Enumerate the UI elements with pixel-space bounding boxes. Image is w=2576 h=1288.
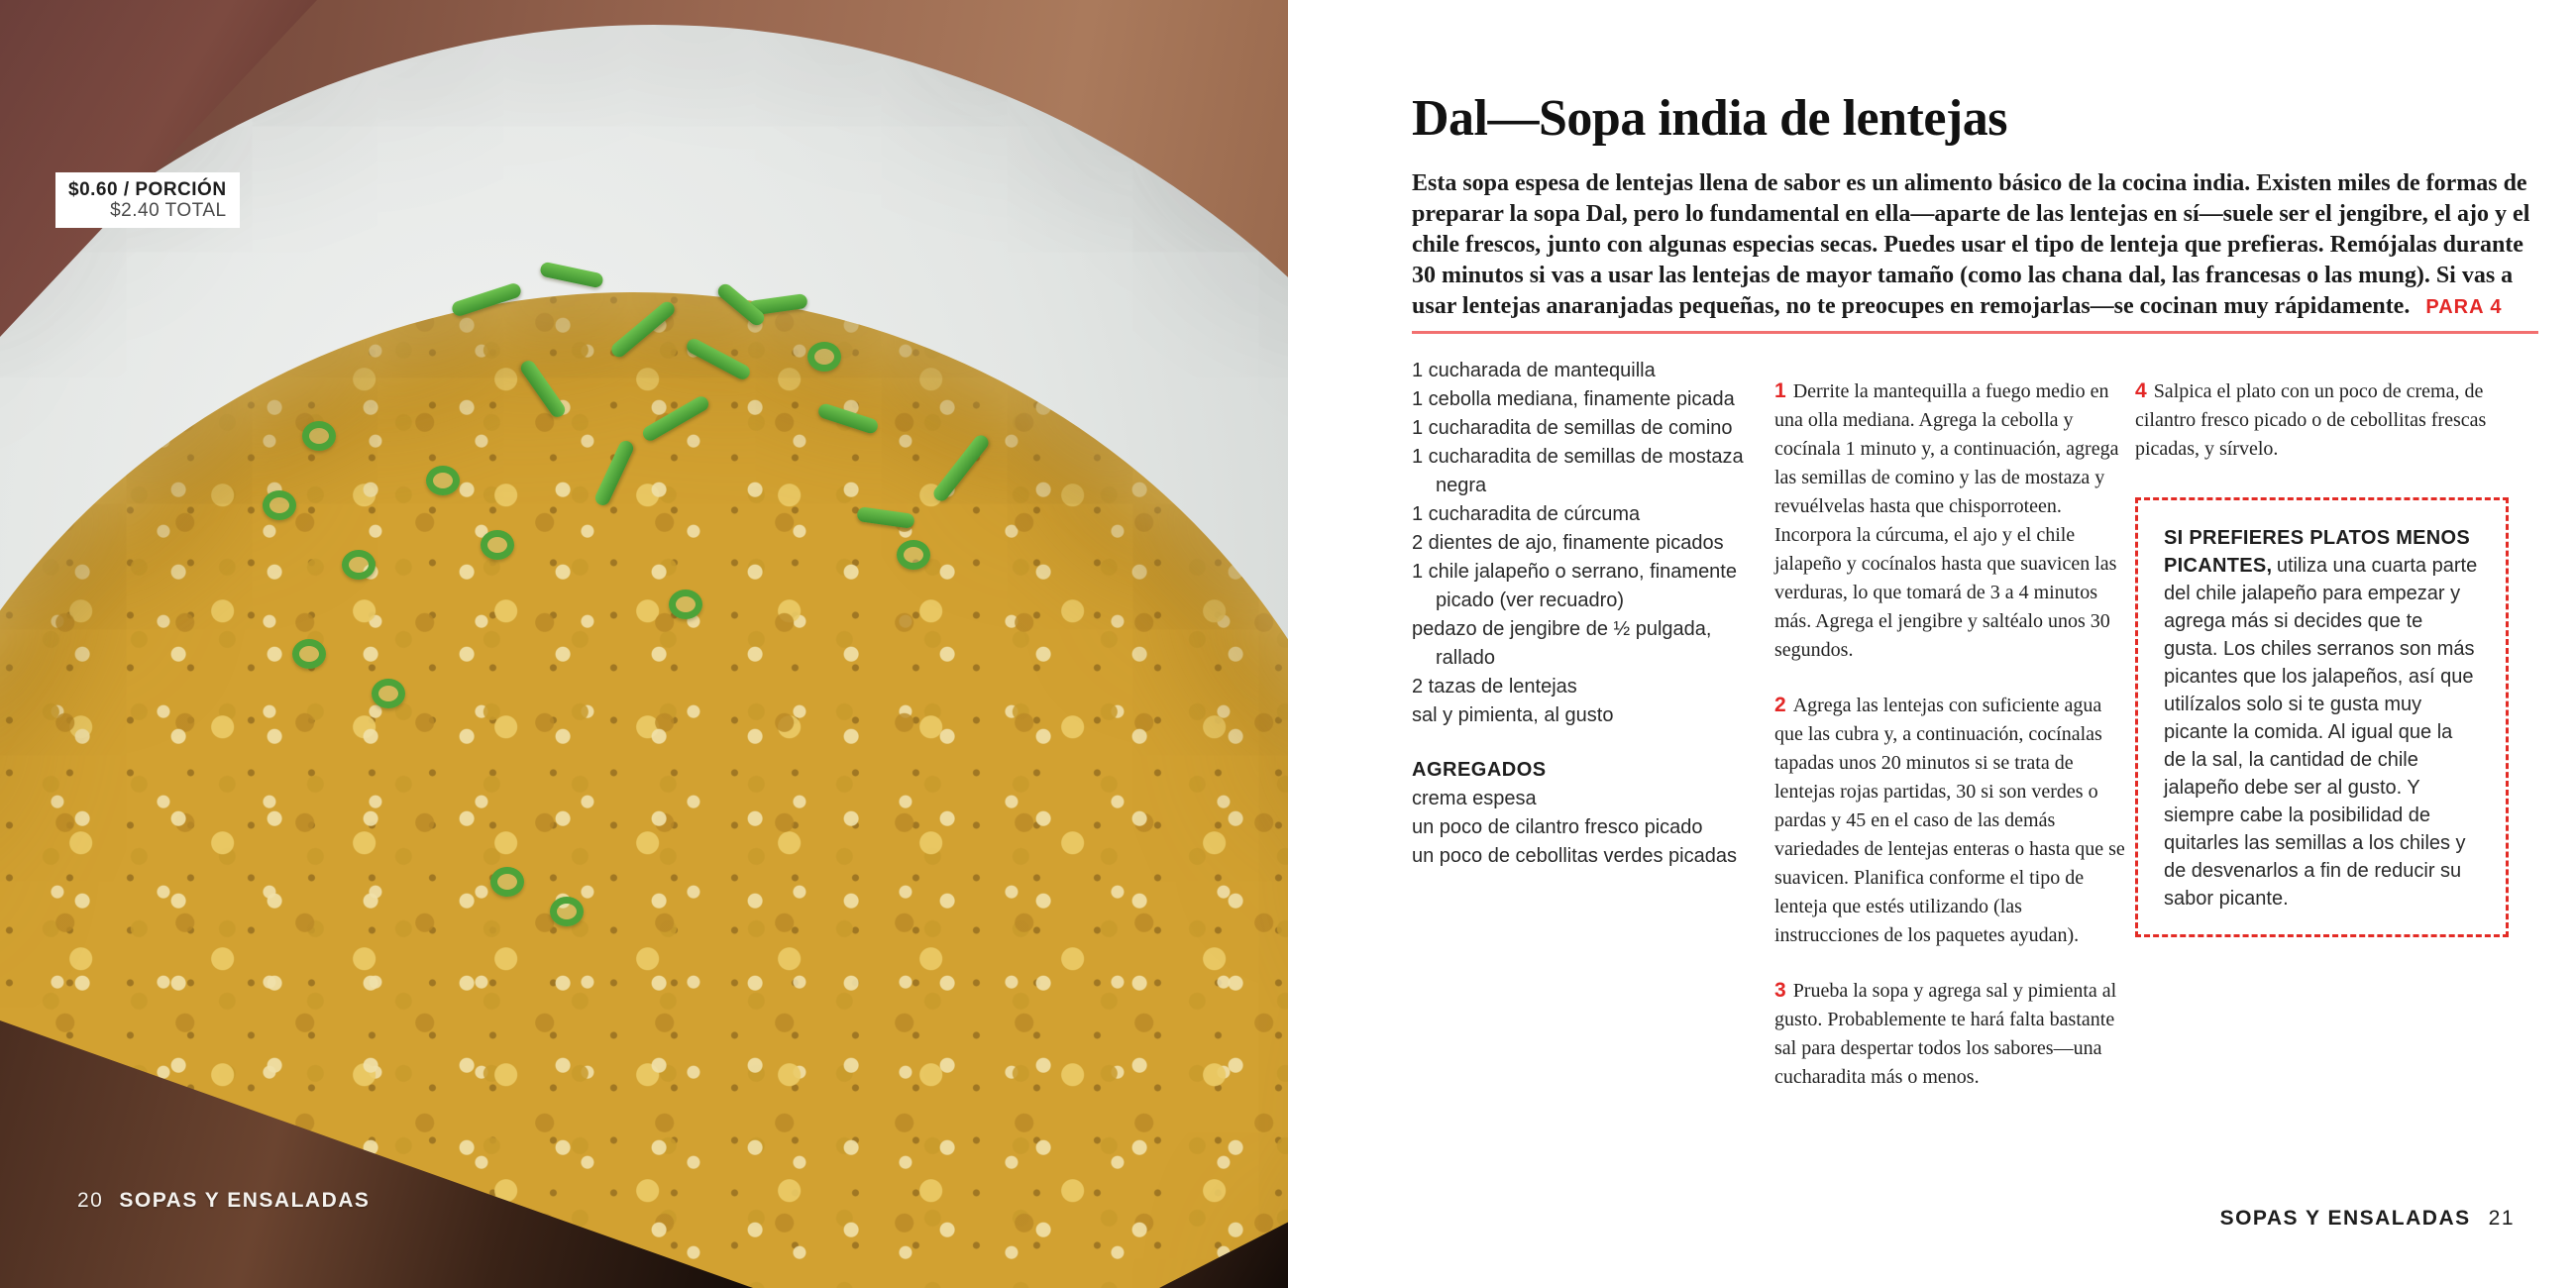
garnish-item: un poco de cebollitas verdes picadas <box>1412 845 1737 867</box>
green-onion-ring <box>481 530 514 560</box>
divider-rule <box>1412 331 2538 334</box>
ingredient-item: 1 cebolla mediana, finamente picada <box>1412 388 1735 410</box>
agregados-heading: AGREGADOS <box>1412 759 1547 781</box>
page-number: 20 <box>77 1189 104 1212</box>
step-text: Agrega las lentejas con suficiente agua que las cubra y, a continuación, cocínalas tapadas unos 20 minutos si se trata de lentejas rojas partidas, 30 si son verdes o pardas y 45 en el caso de las demás variedades de lentejas enteras o hasta que se suavicen. Planifica conforme el tipo de lenteja que estés utilizando (las instrucciones de los paquetes ayudan). <box>1774 695 2125 946</box>
garnish-item: un poco de cilantro fresco picado <box>1412 816 1703 838</box>
green-onion-ring <box>292 639 326 669</box>
section-label: SOPAS Y ENSALADAS <box>119 1189 371 1212</box>
ingredient-item: 2 dientes de ajo, finamente picados <box>1412 532 1724 554</box>
ingredient-item: 1 cucharadita de cúrcuma <box>1412 503 1641 525</box>
step-number: 3 <box>1774 979 1786 1002</box>
tip-lead: SI PREFIERES PLATOS MENOS PICANTES, <box>2164 527 2471 577</box>
section-label: SOPAS Y ENSALADAS <box>2219 1207 2471 1230</box>
ingredients-column <box>1412 357 1761 871</box>
green-onion-ring <box>550 897 584 926</box>
step-text: Prueba la sopa y agrega sal y pimienta al gusto. Probablemente te hará falta bastante sal para despertar todos los sabores—una cucharadita más o menos. <box>1774 980 2117 1088</box>
step-2 <box>1774 691 2131 950</box>
green-onion-ring <box>342 550 376 580</box>
recipe-title: Dal—Sopa india de lentejas <box>1412 89 2007 147</box>
ingredient-item: 1 chile jalapeño o serrano, finamente picado (ver recuadro) <box>1412 561 1737 611</box>
tip-box <box>2135 497 2509 937</box>
intro-text: Esta sopa espesa de lentejas llena de sabor es un alimento básico de la cocina india. Existen miles de formas de preparar la sopa Dal, pero lo fundamental en ella—aparte de las lentejas en sí—suele ser el jengibre, el ajo y el chile frescos, junto con algunas especias secas. Puedes usar el tipo de lenteja que prefieras. Remójalas durante 30 minutos si vas a usar las lentejas de mayor tamaño (como las chana dal, las francesas o las mung). Si vas a usar lentejas anaranjadas pequeñas, no te preocupes en remojarlas—se cocinan muy rápidamente. <box>1412 170 2530 319</box>
green-onion-ring <box>426 466 460 495</box>
serves-label: PARA 4 <box>2425 296 2503 318</box>
step-4 <box>2135 376 2509 464</box>
ingredient-item: 1 cucharada de mantequilla <box>1412 360 1656 381</box>
green-onion-ring <box>263 490 296 520</box>
page-number: 21 <box>2488 1207 2515 1230</box>
step-number: 2 <box>1774 694 1786 716</box>
step-1 <box>1774 376 2131 665</box>
ingredient-item: 1 cucharadita de semillas de mostaza negra <box>1412 446 1744 496</box>
left-page-footer <box>77 1189 370 1213</box>
price-badge <box>55 172 240 228</box>
ingredient-item: 2 tazas de lentejas <box>1412 676 1577 698</box>
recipe-intro <box>1412 168 2538 323</box>
price-total: $2.40 TOTAL <box>110 200 227 221</box>
step-text: Salpica el plato con un poco de crema, de cilantro fresco picado o de cebollitas frescas picadas, y sírvelo. <box>2135 380 2487 460</box>
tip-body: utiliza una cuarta parte del chile jalapeño para empezar y agrega más si decides que te gusta. Los chiles serranos son más picantes que los jalapeños, así que utilízalos solo si te gusta muy picante la comida. Al igual que la de la sal, la cantidad de chile jalapeño debe ser al gusto. Y siempre cabe la posibilidad de quitarles las semillas a los chiles y de desvenarlos a fin de reducir su sabor picante. <box>2164 555 2478 910</box>
green-onion-ring <box>897 540 930 570</box>
ingredient-item: sal y pimienta, al gusto <box>1412 704 1614 726</box>
green-onion-ring <box>807 342 841 372</box>
price-per-serving: $0.60 / PORCIÓN <box>68 179 227 200</box>
step-number: 4 <box>2135 379 2147 402</box>
green-onion-ring <box>669 590 702 619</box>
green-onion-ring <box>372 679 405 708</box>
ingredient-item: 1 cucharadita de semillas de comino <box>1412 417 1733 439</box>
right-page-footer <box>2220 1207 2515 1231</box>
recipe-page <box>1288 0 2576 1288</box>
green-onion-ring <box>490 867 524 897</box>
green-onion-ring <box>302 421 336 451</box>
step-number: 1 <box>1774 379 1786 402</box>
step-3 <box>1774 976 2131 1092</box>
ingredient-item: pedazo de jengibre de ½ pulgada, rallado <box>1412 618 1712 669</box>
steps-column <box>1774 357 2131 1118</box>
step-text: Derrite la mantequilla a fuego medio en una olla mediana. Agrega la cebolla y cocínala 1 minuto y, a continuación, agrega las semillas de comino y las de mostaza y revuélvelas hasta que chisporroteen. Incorpora la cúrcuma, el ajo y el chile jalapeño y cocínalos hasta que suavicen las verduras, lo que tomará de 3 a 4 minutos más. Agrega el jengibre y saltéalo unos 30 segundos. <box>1774 380 2119 661</box>
garnish-item: crema espesa <box>1412 788 1537 809</box>
step4-and-tip-column <box>2135 357 2509 937</box>
